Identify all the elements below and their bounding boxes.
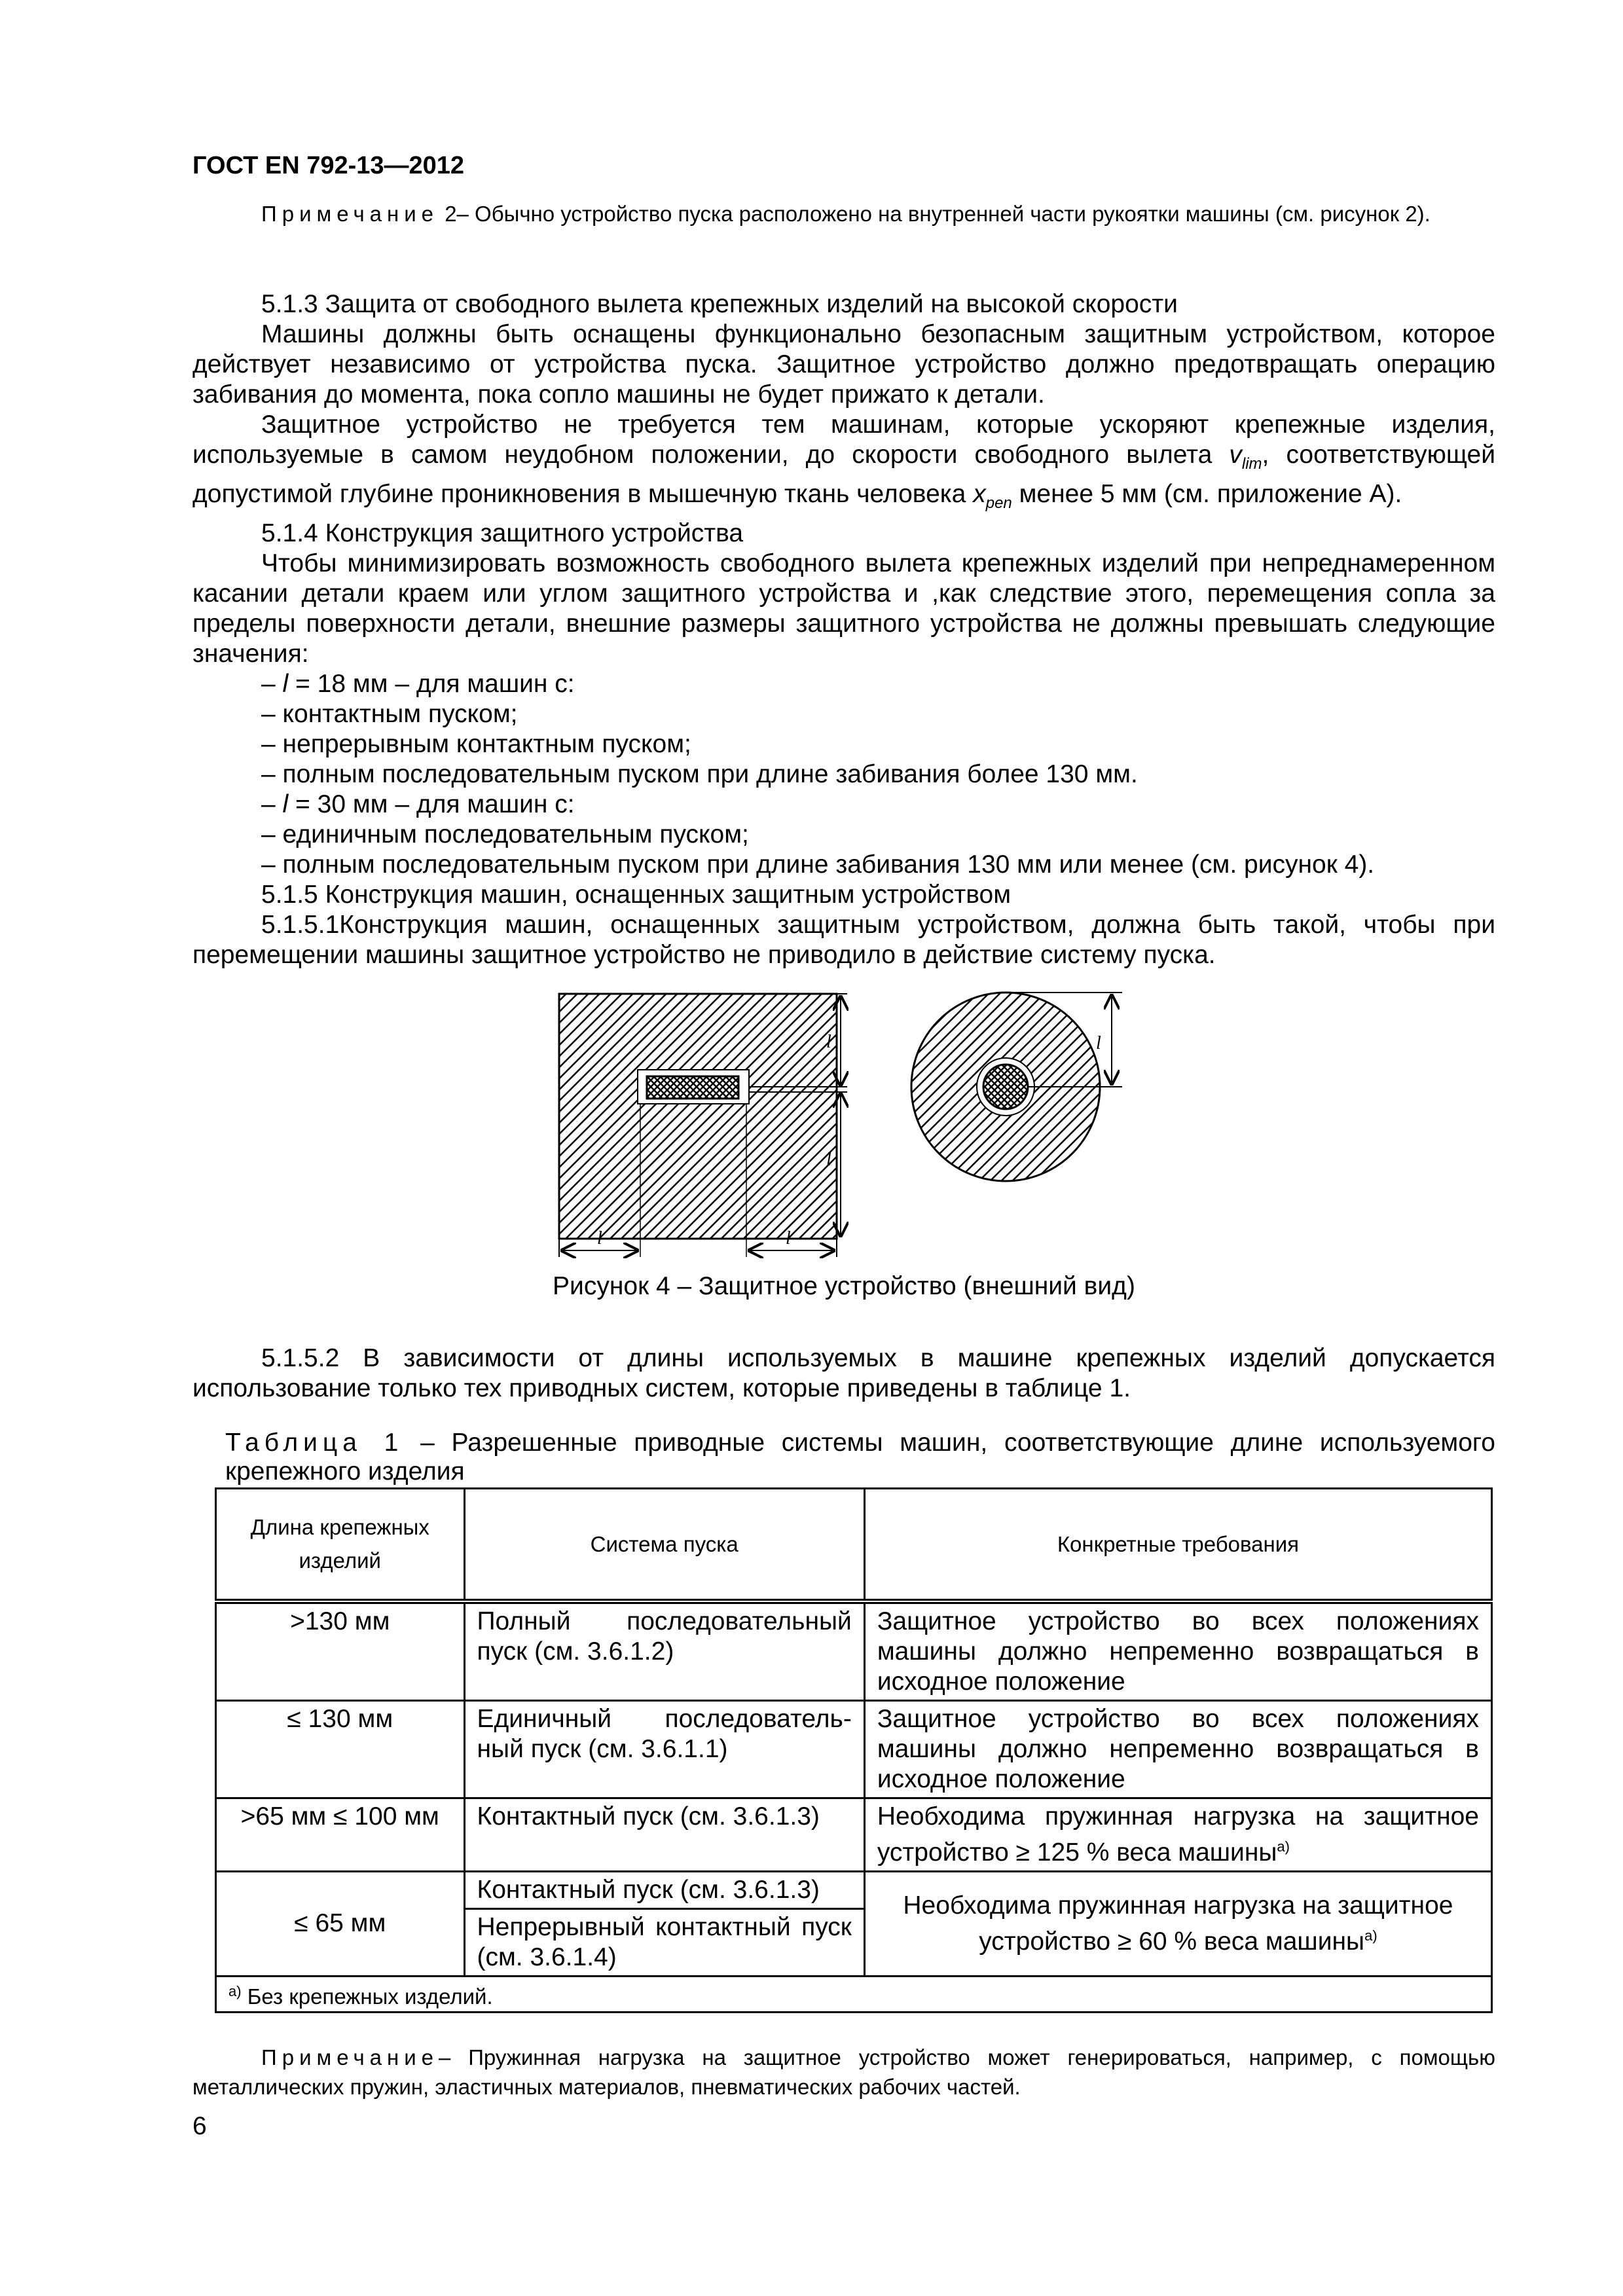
note-2 bbox=[192, 2043, 1495, 2102]
dim-label: l bbox=[786, 1228, 791, 1248]
table-1 bbox=[215, 1487, 1493, 2013]
table-header: Длина крепежных изделий bbox=[216, 1489, 465, 1601]
round-guard bbox=[911, 993, 1122, 1181]
section-5-1-3-p1: Машины должны быть оснащены функционально безопасным защитным устройством, которое действует независимо от устройства пуска. Защитное устройство должно предотвращать операцию забивания до момента, пока сопло машины не будет прижато к детали. bbox=[192, 320, 1495, 409]
section-5-1-5-2-text: 5.1.5.2 В зависимости от длины используемых в машине крепежных изделий допускается использование только тех приводных систем, которые приведены в таблице 1. bbox=[192, 1344, 1495, 1402]
figure-4 bbox=[192, 989, 1495, 1264]
table-1-caption bbox=[225, 1429, 1495, 1486]
standard-header: ГОСТ EN 792-13—2012 bbox=[192, 152, 465, 179]
table-header: Конкретные требования bbox=[864, 1489, 1491, 1601]
dim-label: l bbox=[826, 1150, 831, 1170]
section-5-1-4-p1: Чтобы минимизировать возможность свободного вылета крепежных изделий при непреднамеренном касании детали краем или углом защитного устройства и ,как следствие этого, перемещения сопла за пределы поверхности детали, внешние размеры защитного устройства не должны превышать следующие значения: bbox=[192, 549, 1495, 668]
dim-label: l bbox=[826, 1032, 831, 1052]
section-5-1-5-title: 5.1.5 Конструкция машин, оснащенных защитным устройством bbox=[261, 880, 1012, 909]
table-row: Непрерывный контактный пуск (см. 3.6.1.4) bbox=[216, 1908, 1492, 1976]
table-row: >130 мм Полный последовательный пуск (см. 3.6.1.2) Защитное устройство во всех положениях машины должно непременно возвращаться в исходное положение bbox=[216, 1601, 1492, 1701]
note-1-label: Примечание bbox=[261, 202, 439, 226]
figure-4-caption: Рисунок 4 – Защитное устройство (внешний вид) bbox=[553, 1272, 1135, 1300]
list-l30: – l = 30 мм – для машин с: bbox=[261, 790, 575, 818]
table-1-label: Таблица 1 bbox=[225, 1429, 404, 1457]
rectangular-guard bbox=[559, 994, 847, 1257]
page-number: 6 bbox=[192, 2112, 207, 2140]
dim-label: l bbox=[597, 1228, 602, 1248]
main-text bbox=[192, 289, 1495, 970]
note-1 bbox=[192, 199, 1495, 228]
table-footnote: Без крепежных изделий. bbox=[241, 1984, 493, 2009]
table-1-title: – Разрешенные приводные системы машин, соответствующие длине используемого крепежного изделия bbox=[225, 1429, 1495, 1485]
figure-4-drawing bbox=[192, 989, 1495, 1264]
section-5-1-5-2 bbox=[192, 1343, 1495, 1404]
section-5-1-3-title: 5.1.3 Защита от свободного вылета крепежных изделий на высокой скорости bbox=[261, 290, 1178, 318]
note-2-text: – Пружинная нагрузка на защитное устройство может генерироваться, например, с помощью металлических пружин, эластичных материалов, пневматических рабочих частей. bbox=[192, 2045, 1495, 2099]
list-item: – единичным последовательным пуском; bbox=[261, 820, 749, 848]
note-1-text: 2– Обычно устройство пуска расположено на внутренней части рукоятки машины (см. рисунок 2). bbox=[445, 202, 1431, 226]
note-2-label: Примечание bbox=[261, 2045, 439, 2069]
requirements-table bbox=[215, 1487, 1493, 2013]
list-item: – полным последовательным пуском при длине забивания более 130 мм. bbox=[261, 759, 1138, 788]
list-item: – контактным пуском; bbox=[261, 699, 518, 728]
table-row: ≤ 65 мм Контактный пуск (см. 3.6.1.3) Необходима пружинная нагрузка на защитное устройство ≥ 60 % веса машины$^{a)}$ bbox=[216, 1871, 1492, 1908]
section-5-1-5-1: 5.1.5.1Конструкция машин, оснащенных защитным устройством, должна быть такой, чтобы при перемещении машины защитное устройство не приводило в действие систему пуска. bbox=[192, 910, 1495, 969]
table-row: >65 мм ≤ 100 мм Контактный пуск (см. 3.6.1.3) Необходима пружинная нагрузка на защитное устройство ≥ 125 % веса машины$^{a)}$ bbox=[216, 1798, 1492, 1871]
table-row: ≤ 130 мм Единичный последователь-ный пуск (см. 3.6.1.1) Защитное устройство во всех положениях машины должно непременно возвращаться в исходное положение bbox=[216, 1700, 1492, 1798]
section-5-1-3-p2: Защитное устройство не требуется тем машинам, которые ускоряют крепежные изделия, используемые в самом неудобном положении, до скорости свободного вылета $v_{lim}$, соответствующей допустимой глубине проникновения в мышечную ткань человека $x_{pen}$ менее 5 мм (см. приложение А). bbox=[192, 410, 1495, 512]
list-item: – непрерывным контактным пуском; bbox=[261, 729, 691, 758]
list-item: – полным последовательным пуском при длине забивания 130 мм или менее (см. рисунок 4). bbox=[261, 850, 1375, 879]
table-footnote-row: $^{a)}$ Без крепежных изделий. bbox=[216, 1976, 1492, 2012]
list-l18: – l = 18 мм – для машин с: bbox=[261, 669, 575, 698]
table-header: Система пуска bbox=[464, 1489, 864, 1601]
section-5-1-4-title: 5.1.4 Конструкция защитного устройства bbox=[261, 519, 744, 547]
dim-label: l bbox=[1096, 1033, 1101, 1053]
